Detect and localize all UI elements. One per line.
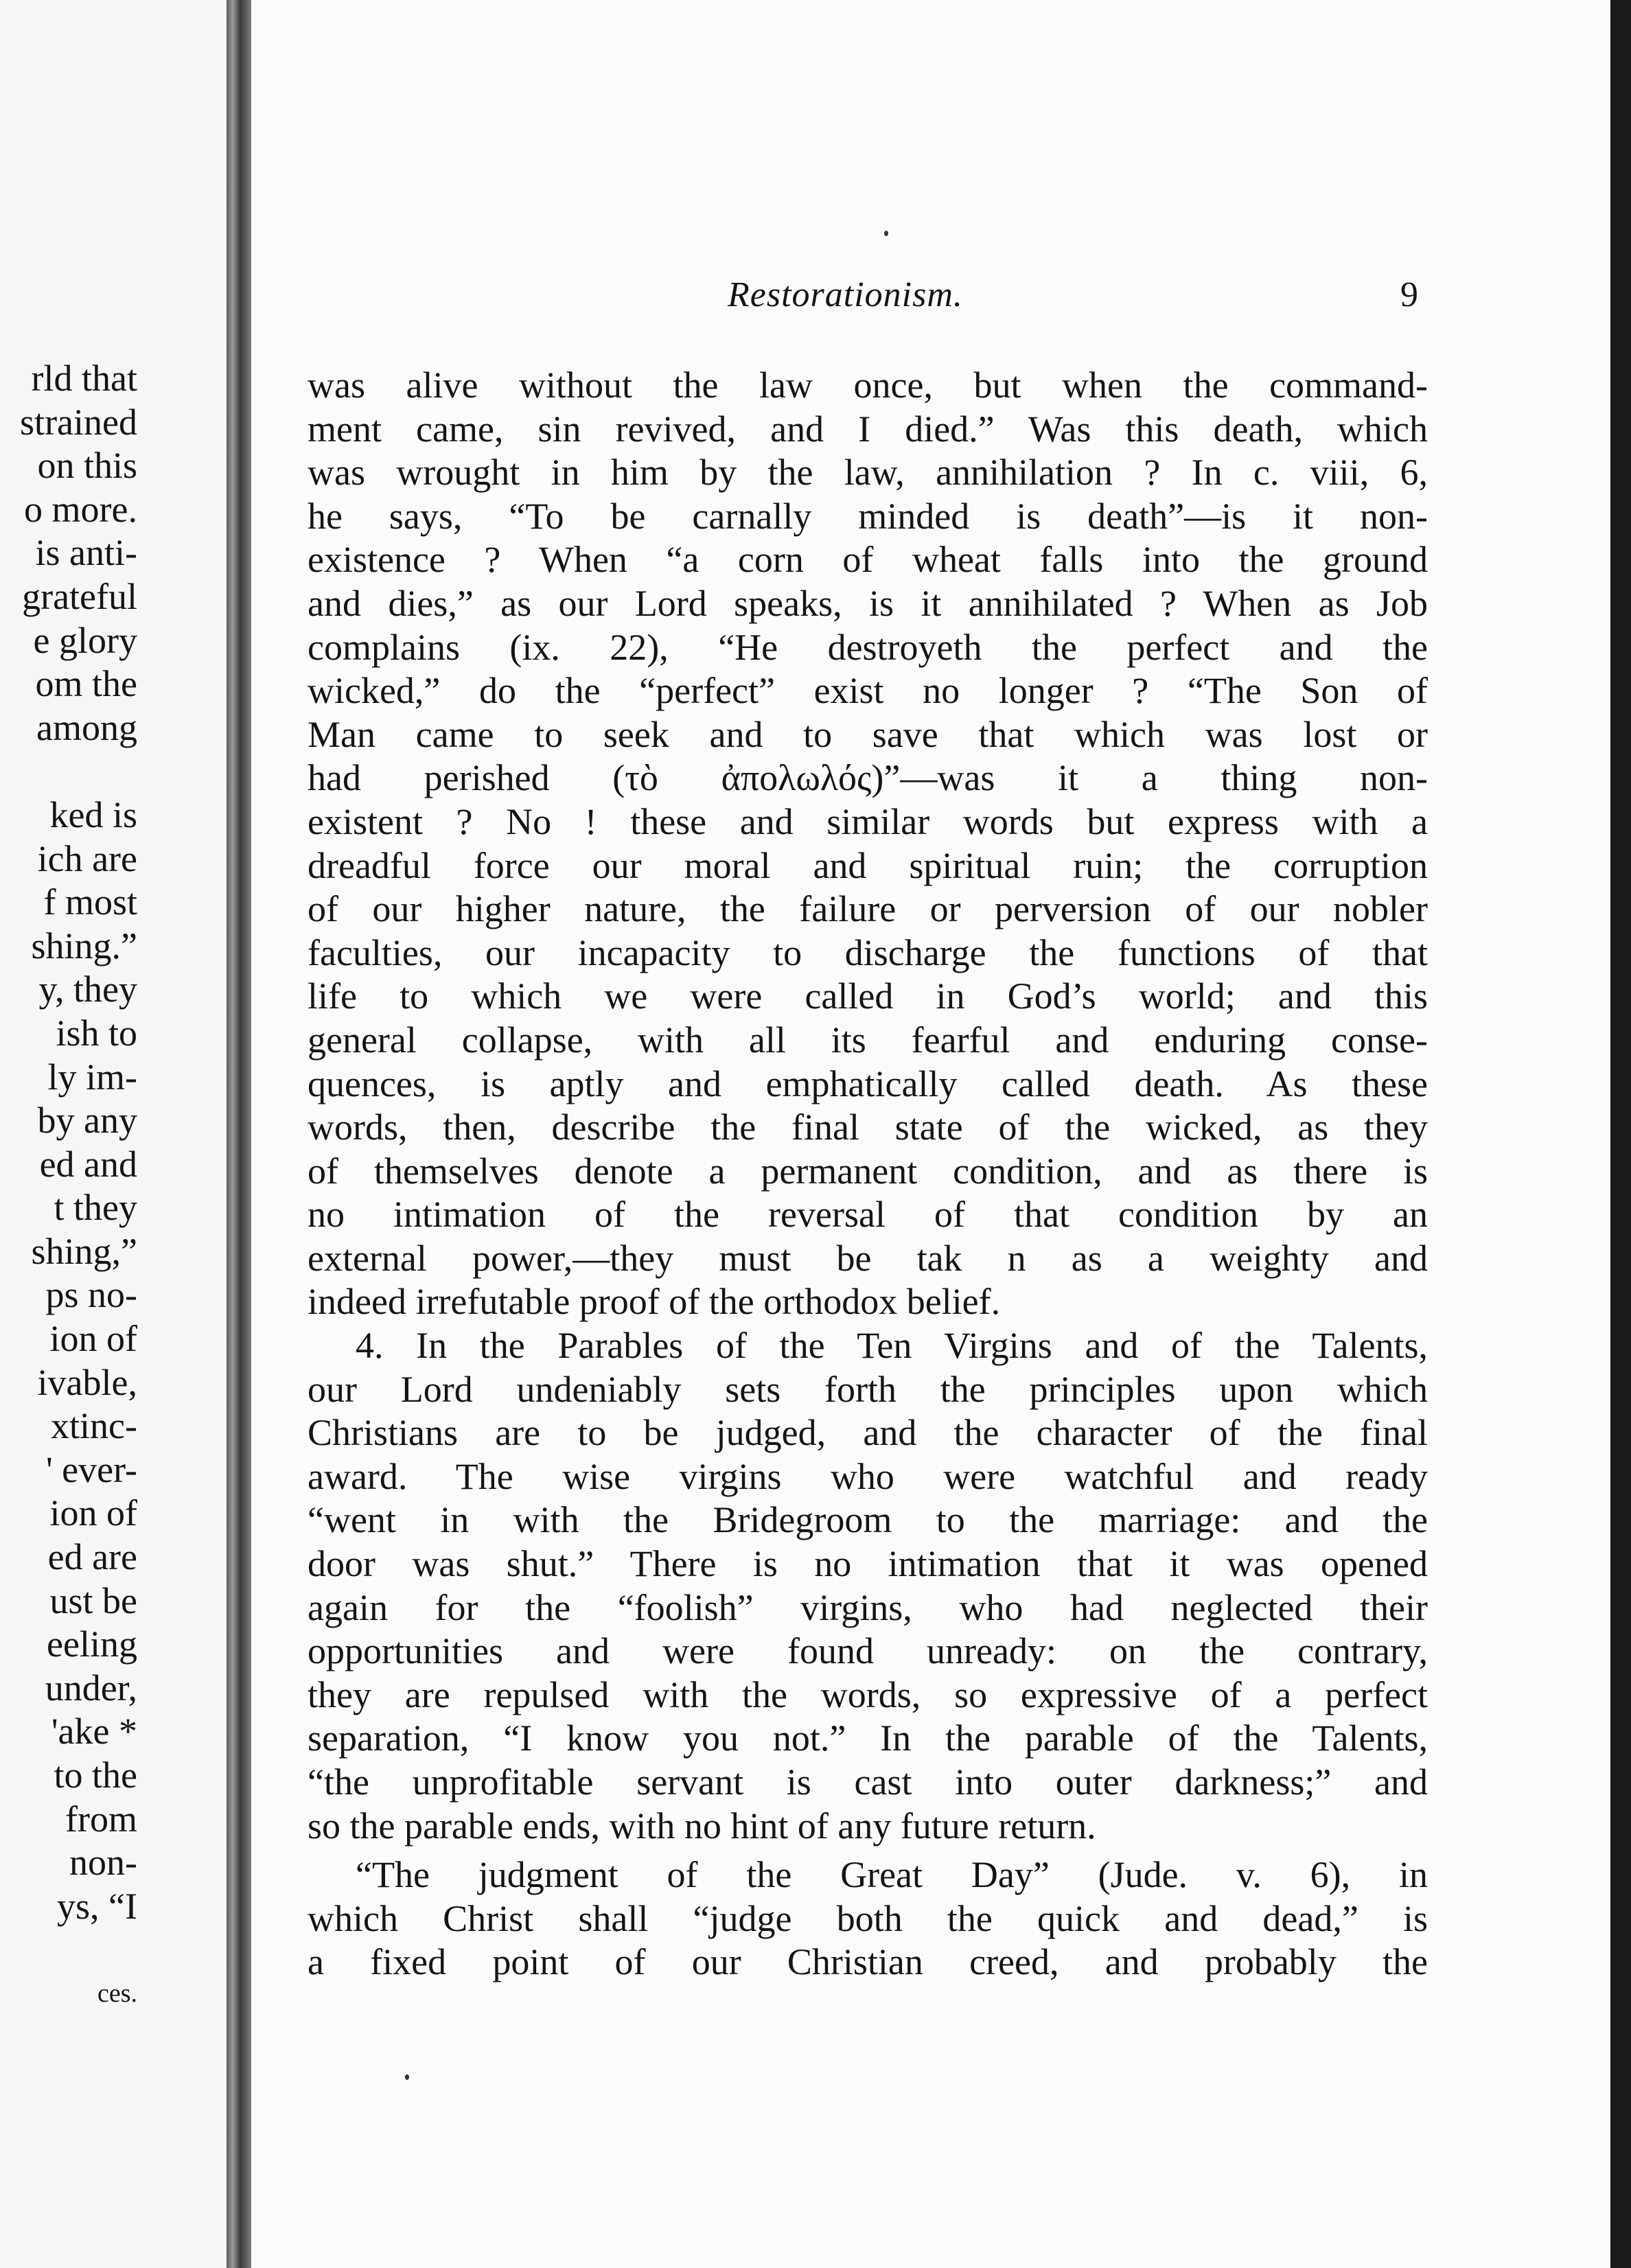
text-line: existent ? No ! these and similar words but express with a [308, 800, 1428, 842]
text-line: ment came, sin revived, and I died.” Was this death, which [308, 408, 1428, 450]
previous-page-gap [0, 750, 137, 794]
text-line: again for the “foolish” virgins, who had neglected their [308, 1586, 1428, 1628]
text-line: faculties, our incapacity to discharge the functions of that [308, 931, 1428, 973]
previous-page-line: eeling [47, 1623, 137, 1665]
page-number: 9 [1400, 275, 1418, 314]
text-line: “the unprofitable servant is cast into outer darkness;” and [308, 1761, 1428, 1803]
previous-page-line: o more. [24, 488, 137, 530]
previous-page-line: t they [54, 1187, 137, 1229]
previous-page-line: shing.” [31, 925, 137, 967]
previous-page-line: is anti- [35, 532, 137, 574]
previous-page-line: ys, “I [57, 1885, 137, 1927]
previous-page-line: ish to [56, 1012, 137, 1054]
previous-page-line: grateful [22, 575, 137, 617]
previous-page-line: ion of [49, 1492, 137, 1534]
text-line: of our higher nature, the failure or perversion of our nobler [308, 888, 1428, 930]
text-line: award. The wise virgins who were watchful and ready [308, 1455, 1428, 1497]
scan-speck [884, 231, 888, 236]
text-line: “The judgment of the Great Day” (Jude. v. 6), in [356, 1854, 1428, 1896]
body-text [308, 364, 1428, 1984]
text-line: existence ? When “a corn of wheat falls into the ground [308, 539, 1428, 581]
previous-page [0, 0, 227, 2268]
previous-page-line: ly im- [47, 1056, 137, 1098]
text-line: wicked,” do the “perfect” exist no longer ? “The Son of [308, 670, 1428, 712]
previous-page-line: ' ever- [45, 1448, 137, 1490]
previous-page-line: on this [37, 445, 137, 487]
text-line: Christians are to be judged, and the character of the final [308, 1412, 1428, 1454]
text-line: quences, is aptly and emphatically called death. As these [308, 1063, 1428, 1104]
text-line: 4. In the Parables of the Ten Virgins and of the Talents, [356, 1325, 1428, 1367]
previous-page-line: rld that [31, 358, 137, 399]
previous-page-text [0, 357, 137, 2016]
book-gutter [227, 0, 251, 2268]
previous-page-line: y, they [38, 969, 137, 1010]
previous-page-line: om the [35, 663, 137, 705]
text-line: a fixed point of our Christian creed, and probably the [308, 1941, 1428, 1983]
previous-page-line: ed and [39, 1143, 137, 1185]
running-head: Restorationism. [728, 275, 963, 314]
text-line: life to which we were called in God’s world; and this [308, 975, 1428, 1017]
previous-page-line: shing,” [31, 1230, 137, 1272]
text-line: our Lord undeniably sets forth the principles upon which [308, 1368, 1428, 1410]
text-line: complains (ix. 22), “He destroyeth the perfect and the [308, 626, 1428, 668]
text-line: and dies,” as our Lord speaks, is it annihilated ? When as Job [308, 582, 1428, 624]
previous-page-line: ust be [49, 1579, 137, 1621]
previous-page-line: f most [43, 881, 137, 923]
text-line: so the parable ends, with no hint of any future return. [308, 1805, 1096, 1847]
text-line: of themselves denote a permanent condition, and as there is [308, 1150, 1428, 1192]
previous-page-line: strained [20, 401, 137, 443]
previous-page-line: ps no- [45, 1274, 137, 1316]
text-line: indeed irrefutable proof of the orthodox belief. [308, 1281, 1001, 1323]
scan-speck [405, 2074, 409, 2080]
previous-page-line: from [65, 1798, 137, 1840]
text-line: Man came to seek and to save that which was lost or [308, 713, 1428, 755]
scan-edge [1610, 0, 1631, 2268]
previous-page-line: ed are [47, 1536, 137, 1578]
text-line: which Christ shall “judge both the quick and dead,” is [308, 1897, 1428, 1939]
text-line: was alive without the law once, but when the command- [308, 364, 1428, 406]
previous-page-line: non- [69, 1842, 137, 1884]
text-line: was wrought in him by the law, annihilation ? In c. viii, 6, [308, 452, 1428, 494]
text-line: external power,—they must be tak n as a weighty and [308, 1237, 1428, 1279]
previous-page-gap [0, 1928, 137, 1972]
text-line: separation, “I know you not.” In the parable of the Talents, [308, 1717, 1428, 1759]
previous-page-line: xtinc- [51, 1405, 137, 1447]
previous-page-line: ion of [49, 1318, 137, 1360]
previous-page-line: ivable, [37, 1361, 137, 1403]
text-line: no intimation of the reversal of that condition by an [308, 1194, 1428, 1236]
previous-page-line: by any [37, 1100, 137, 1142]
text-line: general collapse, with all its fearful and enduring conse- [308, 1019, 1428, 1061]
text-line: they are repulsed with the words, so expressive of a perfect [308, 1674, 1428, 1715]
previous-page-line: to the [54, 1755, 137, 1796]
text-line: he says, “To be carnally minded is death”—is it non- [308, 495, 1428, 537]
text-line: door was shut.” There is no intimation that it was opened [308, 1543, 1428, 1585]
previous-page-line: under, [45, 1667, 137, 1709]
previous-page-line: ich are [37, 837, 137, 879]
text-line: “went in with the Bridegroom to the marriage: and the [308, 1499, 1428, 1541]
text-line: dreadful force our moral and spiritual ruin; the corruption [308, 844, 1428, 886]
text-line: words, then, describe the final state of the wicked, as they [308, 1107, 1428, 1148]
text-line: opportunities and were found unready: on the contrary, [308, 1630, 1428, 1672]
previous-page-line: among [36, 706, 137, 748]
previous-page-footnote-fragment: ces. [97, 1978, 137, 2008]
text-line: had perished (τὸ ἀπολωλός)”—was it a thing non- [308, 757, 1428, 799]
previous-page-line: ked is [49, 794, 137, 835]
previous-page-line: e glory [33, 619, 137, 661]
previous-page-line: 'ake * [51, 1711, 137, 1752]
